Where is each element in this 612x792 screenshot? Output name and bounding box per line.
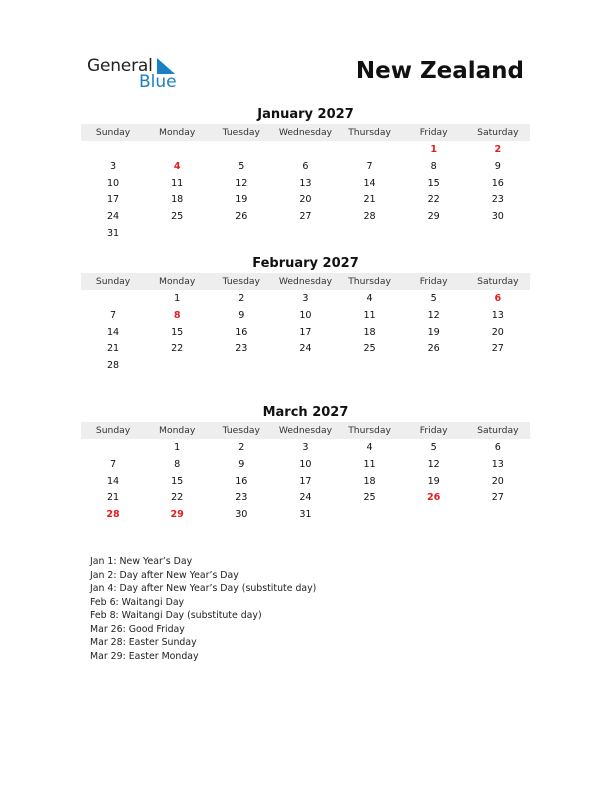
day-cell: 12 — [427, 458, 440, 470]
day-cell: 16 — [235, 326, 248, 338]
day-cell: 19 — [427, 475, 440, 487]
weekday-label: Friday — [419, 127, 448, 138]
day-cell: 16 — [491, 177, 504, 189]
week-row — [81, 325, 530, 342]
day-cell: 16 — [235, 475, 248, 487]
day-cell: 7 — [110, 309, 117, 321]
empty-day-cell — [209, 358, 273, 375]
day-cell: 23 — [491, 194, 504, 206]
day-cell: 24 — [106, 211, 120, 223]
holiday-item: Mar 28: Easter Sunday — [90, 637, 197, 648]
month-title: March 2027 — [262, 405, 349, 420]
day-cell: 1 — [430, 144, 438, 155]
day-cell: 17 — [299, 475, 312, 487]
day-cell: 22 — [427, 194, 440, 206]
empty-day-cell — [338, 358, 402, 375]
day-cell: 14 — [106, 475, 120, 487]
day-cell: 2 — [238, 442, 245, 453]
week-row — [81, 457, 530, 474]
holiday-item: Jan 1: New Year’s Day — [90, 556, 193, 567]
day-cell: 15 — [171, 475, 184, 487]
day-cell: 7 — [110, 458, 117, 470]
logo-word-blue: Blue — [139, 72, 177, 92]
empty-day-cell — [466, 358, 530, 375]
day-cell: 29 — [170, 509, 184, 521]
day-cell: 26 — [427, 492, 441, 504]
day-cell: 25 — [363, 492, 376, 504]
week-list — [81, 439, 530, 524]
empty-day-cell — [273, 226, 337, 243]
day-cell: 27 — [491, 343, 504, 355]
weekday-header — [81, 124, 530, 141]
holiday-item: Jan 4: Day after New Year’s Day (substitute day) — [90, 583, 317, 594]
weekday-label: Wednesday — [278, 425, 333, 436]
weekday-label: Friday — [419, 425, 448, 436]
day-cell: 23 — [235, 343, 248, 355]
week-row — [81, 507, 530, 524]
day-cell: 9 — [238, 309, 245, 321]
weekday-header — [81, 273, 530, 290]
empty-day-cell — [338, 226, 402, 243]
weekday-label: Tuesday — [222, 425, 260, 436]
weekday-label: Monday — [159, 127, 196, 138]
day-cell: 14 — [363, 177, 376, 189]
weekday-label: Sunday — [95, 127, 131, 138]
day-cell: 11 — [363, 458, 376, 470]
weekday-label: Tuesday — [222, 127, 260, 138]
day-cell: 26 — [427, 343, 440, 355]
empty-day-cell — [338, 507, 402, 524]
day-cell: 30 — [491, 211, 504, 223]
week-row — [81, 474, 530, 491]
empty-day-cell — [81, 440, 145, 457]
week-row — [81, 176, 530, 193]
day-cell: 19 — [427, 326, 440, 338]
week-row — [81, 291, 530, 308]
weekday-label: Saturday — [477, 127, 519, 138]
holiday-item: Feb 8: Waitangi Day (substitute day) — [90, 610, 262, 621]
month-title: February 2027 — [252, 256, 359, 271]
day-cell: 31 — [299, 509, 312, 521]
country-title: New Zealand — [355, 58, 524, 84]
day-cell: 21 — [106, 343, 120, 355]
day-cell: 25 — [363, 343, 376, 355]
day-cell: 3 — [110, 160, 117, 172]
day-cell: 23 — [235, 492, 248, 504]
empty-day-cell — [402, 226, 466, 243]
empty-day-cell — [209, 142, 273, 159]
logo-word-general: General — [87, 56, 153, 76]
week-row — [81, 159, 530, 176]
day-cell: 15 — [427, 177, 440, 189]
day-cell: 17 — [299, 326, 312, 338]
week-list — [81, 141, 530, 243]
day-cell: 3 — [302, 442, 309, 453]
weekday-header — [81, 422, 530, 439]
day-cell: 2 — [238, 293, 245, 304]
day-cell: 17 — [106, 194, 120, 206]
weekday-label: Thursday — [348, 276, 391, 287]
holiday-list — [90, 555, 316, 663]
weekday-label: Thursday — [348, 425, 391, 436]
day-cell: 28 — [363, 211, 376, 223]
weekday-label: Thursday — [348, 127, 391, 138]
day-cell: 4 — [366, 442, 373, 453]
weekday-label: Monday — [159, 276, 196, 287]
day-cell: 20 — [491, 326, 504, 338]
week-row — [81, 209, 530, 226]
holiday-item: Jan 2: Day after New Year’s Day — [90, 569, 239, 581]
day-cell: 28 — [106, 509, 120, 521]
holiday-item: Mar 29: Easter Monday — [90, 650, 199, 662]
day-cell: 8 — [430, 160, 437, 172]
day-cell: 1 — [174, 442, 181, 453]
holiday-item: Feb 6: Waitangi Day — [90, 596, 185, 608]
day-cell: 12 — [235, 177, 248, 189]
week-row — [81, 192, 530, 209]
weekday-label: Saturday — [477, 276, 519, 287]
month-title: January 2027 — [257, 107, 354, 122]
day-cell: 27 — [299, 211, 312, 223]
month-block — [81, 106, 530, 243]
week-row — [81, 358, 530, 375]
day-cell: 13 — [491, 458, 504, 470]
empty-day-cell — [145, 358, 209, 375]
day-cell: 27 — [491, 492, 504, 504]
day-cell: 6 — [494, 293, 502, 304]
empty-day-cell — [145, 142, 209, 159]
empty-day-cell — [81, 291, 145, 308]
day-cell: 18 — [363, 326, 376, 338]
empty-day-cell — [466, 226, 530, 243]
empty-day-cell — [145, 226, 209, 243]
day-cell: 30 — [235, 509, 248, 521]
weekday-label: Monday — [159, 425, 196, 436]
day-cell: 28 — [106, 360, 120, 372]
week-row — [81, 308, 530, 325]
empty-day-cell — [209, 226, 273, 243]
day-cell: 5 — [238, 160, 245, 172]
empty-day-cell — [273, 358, 337, 375]
day-cell: 5 — [430, 442, 437, 453]
day-cell: 29 — [427, 211, 440, 223]
weekday-label: Wednesday — [278, 276, 333, 287]
day-cell: 4 — [366, 293, 373, 304]
week-row — [81, 226, 530, 243]
day-cell: 31 — [106, 227, 120, 239]
day-cell: 13 — [299, 177, 312, 189]
day-cell: 10 — [299, 458, 312, 470]
week-row — [81, 142, 530, 159]
day-cell: 10 — [299, 309, 312, 321]
week-row — [81, 440, 530, 457]
month-block — [81, 255, 530, 375]
day-cell: 12 — [427, 309, 440, 321]
empty-day-cell — [273, 142, 337, 159]
generalblue-logo — [87, 56, 187, 92]
day-cell: 18 — [363, 475, 376, 487]
day-cell: 13 — [491, 309, 504, 321]
weekday-label: Sunday — [95, 276, 131, 287]
day-cell: 19 — [235, 194, 248, 206]
weekday-label: Saturday — [477, 425, 519, 436]
day-cell: 5 — [430, 293, 437, 304]
holiday-item: Mar 26: Good Friday — [90, 623, 185, 635]
day-cell: 11 — [363, 309, 376, 321]
day-cell: 2 — [494, 144, 502, 155]
day-cell: 6 — [494, 442, 501, 453]
week-row — [81, 341, 530, 358]
day-cell: 18 — [171, 194, 184, 206]
day-cell: 4 — [173, 160, 181, 172]
day-cell: 11 — [171, 177, 184, 189]
day-cell: 21 — [363, 194, 376, 206]
weekday-label: Tuesday — [222, 276, 260, 287]
month-block — [81, 404, 530, 524]
day-cell: 24 — [299, 343, 312, 355]
week-row — [81, 490, 530, 507]
day-cell: 22 — [171, 492, 184, 504]
day-cell: 7 — [366, 160, 373, 172]
week-list — [81, 290, 530, 375]
empty-day-cell — [338, 142, 402, 159]
empty-day-cell — [402, 358, 466, 375]
day-cell: 25 — [171, 211, 184, 223]
day-cell: 8 — [174, 458, 181, 470]
day-cell: 15 — [171, 326, 184, 338]
day-cell: 1 — [174, 293, 181, 304]
empty-day-cell — [466, 507, 530, 524]
weekday-label: Wednesday — [278, 127, 333, 138]
weekday-label: Sunday — [95, 425, 131, 436]
empty-day-cell — [81, 142, 145, 159]
day-cell: 20 — [299, 194, 312, 206]
day-cell: 3 — [302, 293, 309, 304]
day-cell: 26 — [235, 211, 248, 223]
empty-day-cell — [402, 507, 466, 524]
day-cell: 6 — [302, 160, 309, 172]
day-cell: 21 — [106, 492, 120, 504]
day-cell: 22 — [171, 343, 184, 355]
day-cell: 9 — [238, 458, 245, 470]
day-cell: 8 — [173, 309, 181, 321]
weekday-label: Friday — [419, 276, 448, 287]
day-cell: 20 — [491, 475, 504, 487]
day-cell: 14 — [106, 326, 120, 338]
day-cell: 24 — [299, 492, 312, 504]
day-cell: 10 — [106, 177, 120, 189]
day-cell: 9 — [494, 160, 501, 172]
